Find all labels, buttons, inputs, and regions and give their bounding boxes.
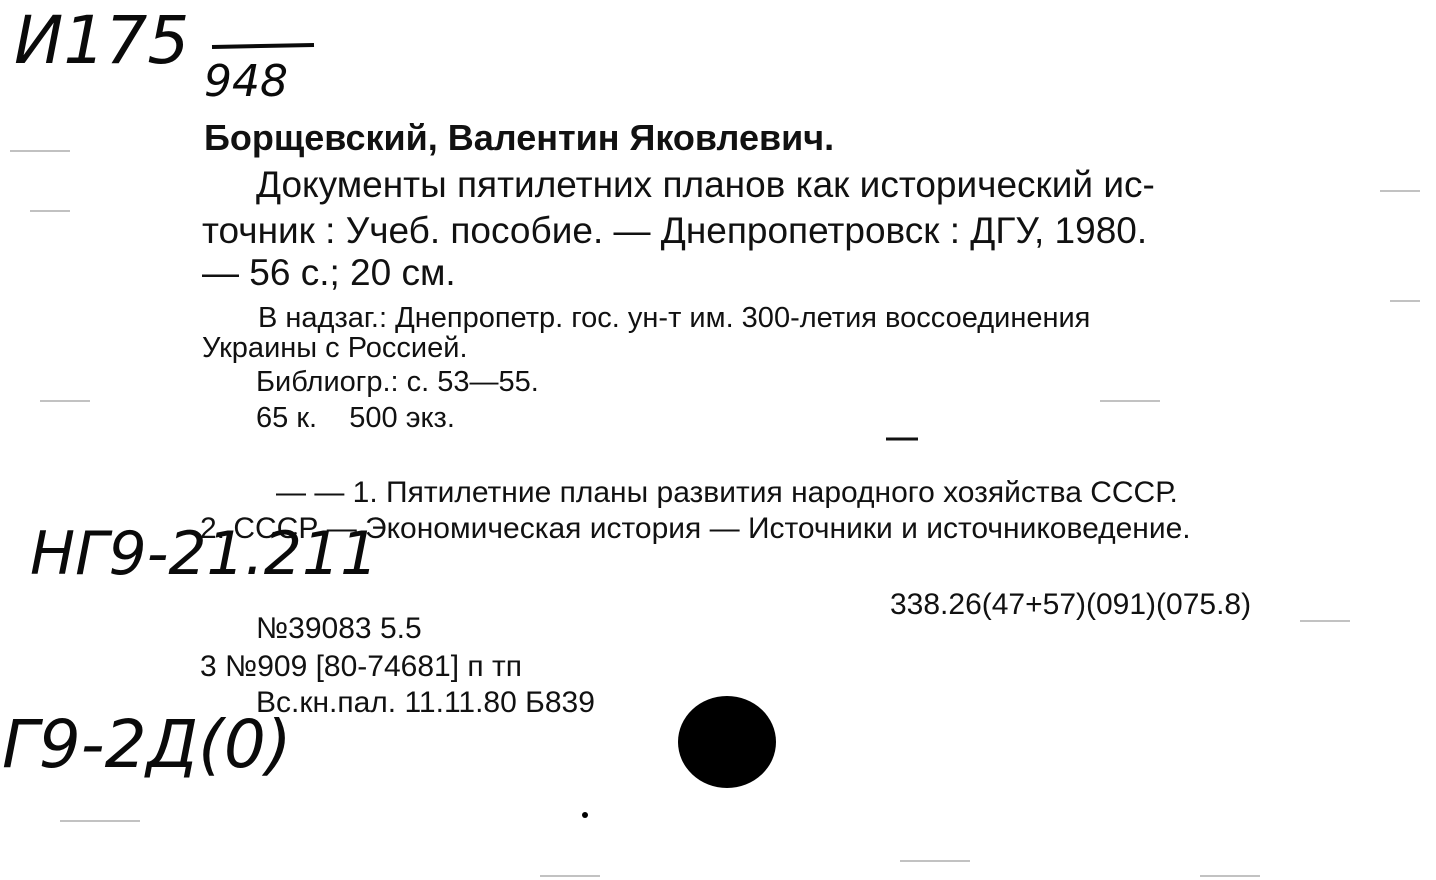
registry-order: 3 №909 [80-74681] п тп [200,650,522,683]
subject-line-2: 2. СССР — Экономическая история — Источники и источниковедение. [200,512,1191,545]
title-line-2: точник : Учеб. пособие. — Днепропетровск : ДГУ, 1980. [202,210,1148,251]
registry-number: №39083 5.5 [256,612,422,645]
title-line-3: — 56 с.; 20 см. [202,252,456,293]
dash-mark [884,434,924,444]
note-price-copies: 65 к. 500 экз. [256,402,455,434]
handwritten-index-sub: 948 [204,56,288,107]
handwritten-class-code-2: Г9-2Д(0) [2,706,292,783]
ink-speck [582,812,588,818]
registry-chamber: Вс.кн.пал. 11.11.80 Б839 [256,686,595,719]
punch-hole [678,696,776,788]
note-bibliography: Библиогр.: с. 53—55. [256,366,539,398]
handwritten-class-code-1: НГ9-21.211 [30,519,379,589]
title-line-1: Документы пятилетних планов как исторический ис- [256,164,1155,205]
note-heading-line-2: Украины с Россией. [202,332,468,364]
udc-code: 338.26(47+57)(091)(075.8) [890,588,1252,621]
author-heading: Борщевский, Валентин Яковлевич. [204,117,835,158]
handwritten-index-top: И175 [14,2,190,79]
note-heading-line-1: В надзаг.: Днепропетр. гос. ун-т им. 300-летия воссоединения [258,302,1091,334]
subject-line-1: — — 1. Пятилетние планы развития народного хозяйства СССР. [276,476,1178,509]
handwritten-underline [210,42,320,52]
